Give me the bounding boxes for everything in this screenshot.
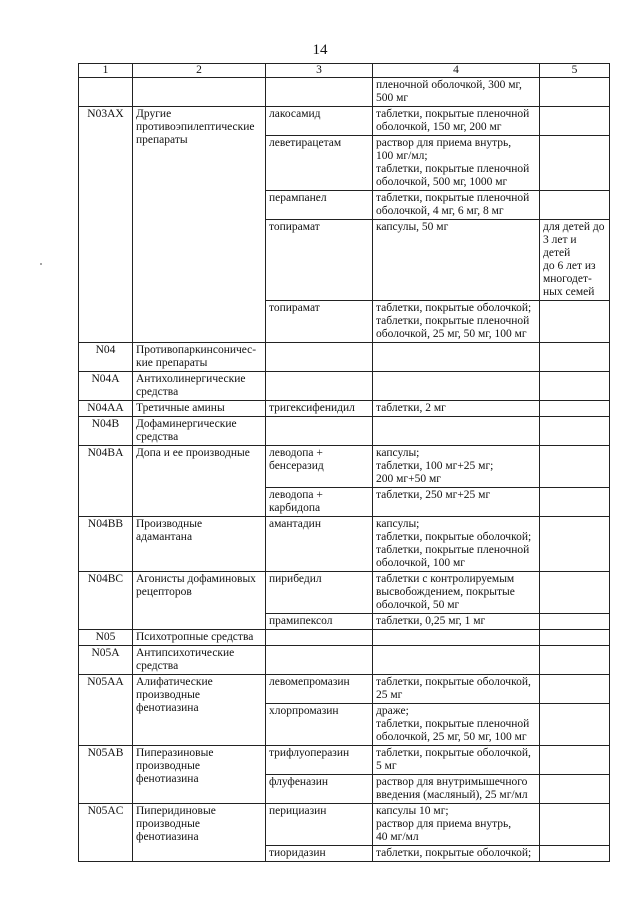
atc-code-cell: N05AC xyxy=(79,804,133,862)
drug-name-cell xyxy=(266,343,373,372)
note-cell xyxy=(540,191,610,220)
note-cell xyxy=(540,746,610,775)
atc-code-cell: N04 xyxy=(79,343,133,372)
group-cell: Производные адамантана xyxy=(133,517,266,572)
drug-name-cell: лакосамид xyxy=(266,107,373,136)
note-cell xyxy=(540,572,610,614)
dosage-form-cell: таблетки, 0,25 мг, 1 мг xyxy=(373,614,540,630)
table-row xyxy=(79,675,610,704)
note-cell xyxy=(540,301,610,343)
table-row xyxy=(79,646,610,675)
table-row xyxy=(79,446,610,488)
group-cell: Другие противоэпилептические препараты xyxy=(133,107,266,343)
dosage-form-cell xyxy=(373,646,540,675)
dosage-form-cell: капсулы; таблетки, 100 мг+25 мг; 200 мг+50 мг xyxy=(373,446,540,488)
column-number: 1 xyxy=(79,64,133,78)
table-row xyxy=(79,804,610,846)
drug-name-cell: амантадин xyxy=(266,517,373,572)
dosage-form-cell: таблетки, 2 мг xyxy=(373,401,540,417)
note-cell xyxy=(540,675,610,704)
dosage-form-cell xyxy=(373,630,540,646)
drug-name-cell xyxy=(266,417,373,446)
drug-name-cell: перициазин xyxy=(266,804,373,846)
atc-code-cell: N04BC xyxy=(79,572,133,630)
drug-name-cell: пирибедил xyxy=(266,572,373,614)
atc-code-cell: N04B xyxy=(79,417,133,446)
dosage-form-cell: раствор для внутримышечного введения (масляный), 25 мг/мл xyxy=(373,775,540,804)
column-number: 2 xyxy=(133,64,266,78)
dosage-form-cell xyxy=(373,417,540,446)
group-cell: Агонисты дофаминовых рецепторов xyxy=(133,572,266,630)
dosage-form-cell xyxy=(373,343,540,372)
note-cell xyxy=(540,630,610,646)
drug-name-cell: перампанел xyxy=(266,191,373,220)
note-cell: для детей до 3 лет и детей до 6 лет из многодет- ных семей xyxy=(540,220,610,301)
note-cell xyxy=(540,804,610,846)
table-row xyxy=(79,417,610,446)
note-cell xyxy=(540,78,610,107)
note-cell xyxy=(540,136,610,191)
page-number: 14 xyxy=(312,42,328,58)
note-cell xyxy=(540,417,610,446)
drug-name-cell: топирамат xyxy=(266,301,373,343)
note-cell xyxy=(540,488,610,517)
drug-name-cell xyxy=(266,630,373,646)
drug-table xyxy=(78,63,610,862)
atc-code-cell: N05AB xyxy=(79,746,133,804)
note-cell xyxy=(540,775,610,804)
drug-name-cell: прамипексол xyxy=(266,614,373,630)
dosage-form-cell: таблетки, покрытые пленочной оболочкой, 150 мг, 200 мг xyxy=(373,107,540,136)
dosage-form-cell: капсулы 10 мг; раствор для приема внутрь, 40 мг/мл xyxy=(373,804,540,846)
column-number: 4 xyxy=(373,64,540,78)
column-number: 3 xyxy=(266,64,373,78)
dosage-form-cell: пленочной оболочкой, 300 мг, 500 мг xyxy=(373,78,540,107)
note-cell xyxy=(540,846,610,862)
dosage-form-cell: капсулы; таблетки, покрытые оболочкой; таблетки, покрытые пленочной оболочкой, 100 мг xyxy=(373,517,540,572)
dosage-form-cell: таблетки, покрытые оболочкой, 5 мг xyxy=(373,746,540,775)
atc-code-cell: N04BB xyxy=(79,517,133,572)
column-number: 5 xyxy=(540,64,610,78)
drug-name-cell xyxy=(266,372,373,401)
drug-name-cell: леводопа + карбидопа xyxy=(266,488,373,517)
table-row xyxy=(79,372,610,401)
drug-name-cell: левомепромазин xyxy=(266,675,373,704)
atc-code-cell: N05 xyxy=(79,630,133,646)
drug-name-cell: флуфеназин xyxy=(266,775,373,804)
group-cell: Дофаминергические средства xyxy=(133,417,266,446)
table-row xyxy=(79,343,610,372)
atc-code-cell xyxy=(79,78,133,107)
drug-name-cell: хлорпромазин xyxy=(266,704,373,746)
group-cell: Психотропные средства xyxy=(133,630,266,646)
dosage-form-cell xyxy=(373,372,540,401)
table-row xyxy=(79,517,610,572)
note-cell xyxy=(540,107,610,136)
note-cell xyxy=(540,446,610,488)
table-row xyxy=(79,78,610,107)
group-cell: Третичные амины xyxy=(133,401,266,417)
note-cell xyxy=(540,614,610,630)
dosage-form-cell: таблетки, покрытые оболочкой; xyxy=(373,846,540,862)
dosage-form-cell: таблетки с контролируемым высвобождением, покрытые оболочкой, 50 мг xyxy=(373,572,540,614)
group-cell: Антипсихотические средства xyxy=(133,646,266,675)
dosage-form-cell: таблетки, 250 мг+25 мг xyxy=(373,488,540,517)
drug-name-cell xyxy=(266,646,373,675)
drug-name-cell: леводопа + бенсеразид xyxy=(266,446,373,488)
note-cell xyxy=(540,401,610,417)
dosage-form-cell: раствор для приема внутрь, 100 мг/мл; таблетки, покрытые пленочной оболочкой, 500 мг, 1000 мг xyxy=(373,136,540,191)
group-cell: Пиперидиновые производные фенотиазина xyxy=(133,804,266,862)
table-row xyxy=(79,107,610,136)
scan-speck xyxy=(40,263,42,265)
drug-name-cell: леветирацетам xyxy=(266,136,373,191)
group-cell: Антихолинергические средства xyxy=(133,372,266,401)
dosage-form-cell: таблетки, покрытые пленочной оболочкой, 4 мг, 6 мг, 8 мг xyxy=(373,191,540,220)
drug-name-cell: тригексифенидил xyxy=(266,401,373,417)
dosage-form-cell: капсулы, 50 мг xyxy=(373,220,540,301)
atc-code-cell: N05AA xyxy=(79,675,133,746)
drug-name-cell: топирамат xyxy=(266,220,373,301)
group-cell: Противопаркинсоничес- кие препараты xyxy=(133,343,266,372)
atc-code-cell: N05A xyxy=(79,646,133,675)
group-cell: Алифатические производные фенотиазина xyxy=(133,675,266,746)
note-cell xyxy=(540,517,610,572)
group-cell: Пиперазиновые производные фенотиазина xyxy=(133,746,266,804)
atc-code-cell: N04AA xyxy=(79,401,133,417)
note-cell xyxy=(540,704,610,746)
atc-code-cell: N04BA xyxy=(79,446,133,517)
dosage-form-cell: драже; таблетки, покрытые пленочной оболочкой, 25 мг, 50 мг, 100 мг xyxy=(373,704,540,746)
group-cell xyxy=(133,78,266,107)
atc-code-cell: N04A xyxy=(79,372,133,401)
drug-name-cell: трифлуоперазин xyxy=(266,746,373,775)
dosage-form-cell: таблетки, покрытые оболочкой; таблетки, покрытые пленочной оболочкой, 25 мг, 50 мг, 100 мг xyxy=(373,301,540,343)
note-cell xyxy=(540,646,610,675)
note-cell xyxy=(540,343,610,372)
table-row xyxy=(79,401,610,417)
table-row xyxy=(79,572,610,614)
table-row xyxy=(79,630,610,646)
column-number-row xyxy=(79,64,610,78)
note-cell xyxy=(540,372,610,401)
drug-name-cell xyxy=(266,78,373,107)
table-row xyxy=(79,746,610,775)
dosage-form-cell: таблетки, покрытые оболочкой, 25 мг xyxy=(373,675,540,704)
group-cell: Допа и ее производные xyxy=(133,446,266,517)
atc-code-cell: N03AX xyxy=(79,107,133,343)
drug-name-cell: тиоридазин xyxy=(266,846,373,862)
